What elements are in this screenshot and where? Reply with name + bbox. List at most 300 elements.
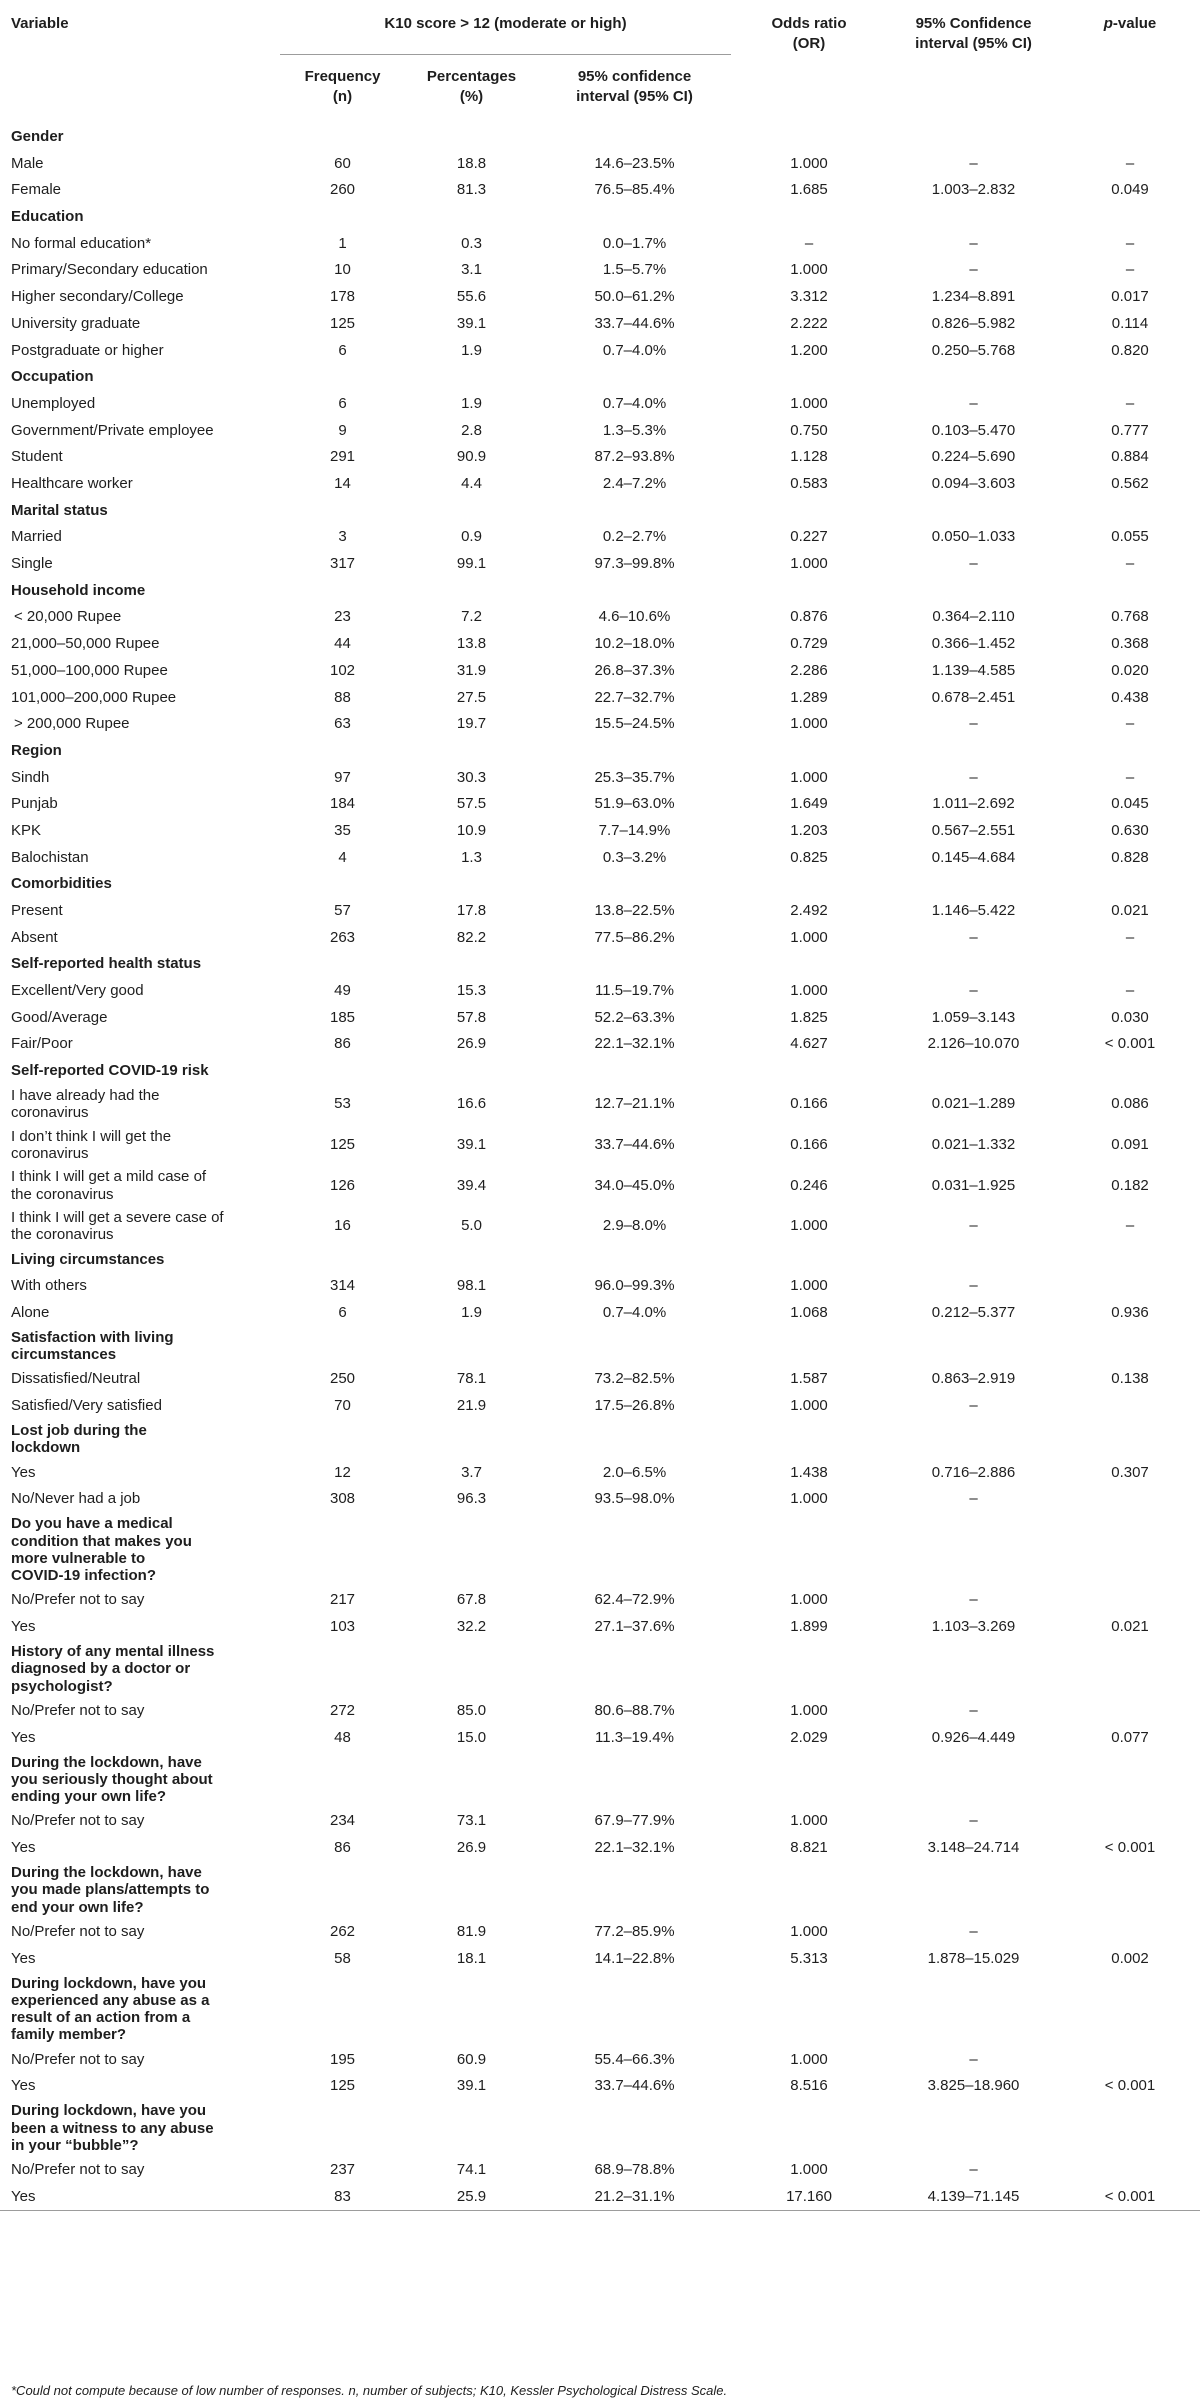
or-ci-cell: – xyxy=(969,1701,978,1719)
row-label: Yes xyxy=(11,1618,36,1636)
section-title: Lost job during the lockdown xyxy=(11,1422,147,1457)
odds-ratio-cell: 0.166 xyxy=(790,1095,828,1113)
frequency-cell: 83 xyxy=(280,2184,405,2211)
header-variable: Variable xyxy=(11,15,69,32)
percentage-cell: 78.1 xyxy=(456,1370,487,1388)
row-label: Satisfied/Very satisfied xyxy=(11,1397,162,1415)
header-group-ci: 95% confidence interval (95% CI) xyxy=(538,54,731,124)
group-ci-cell: 0.2–2.7% xyxy=(602,528,667,546)
group-ci-cell: 2.9–8.0% xyxy=(602,1217,667,1235)
or-ci-cell: – xyxy=(969,715,978,733)
row-label: No/Never had a job xyxy=(11,1490,141,1508)
p-value-cell: 0.030 xyxy=(1111,1008,1149,1026)
percentage-cell: 74.1 xyxy=(456,2161,487,2179)
frequency-cell: 9 xyxy=(338,421,347,439)
row-label: Higher secondary/College xyxy=(11,288,184,306)
table-row xyxy=(0,1835,1200,1862)
p-value-cell: 0.884 xyxy=(1111,448,1149,466)
percentage-cell: 82.2 xyxy=(456,928,487,946)
percentage-cell: 39.1 xyxy=(456,1136,487,1154)
frequency-cell: 126 xyxy=(329,1176,356,1194)
percentage-cell: 1.9 xyxy=(461,1304,482,1322)
percentage-cell: 25.9 xyxy=(405,2184,538,2211)
table-row xyxy=(0,711,1200,738)
frequency-cell: 308 xyxy=(329,1490,356,1508)
odds-ratio-cell: 0.876 xyxy=(790,608,828,626)
group-ci-cell: 22.1–32.1% xyxy=(594,1839,675,1857)
frequency-cell: 3 xyxy=(338,528,347,546)
or-ci-cell: – xyxy=(969,1397,978,1415)
group-ci-cell: 0.3–3.2% xyxy=(602,848,667,866)
group-ci-cell: 0.7–4.0% xyxy=(602,341,667,359)
section-header xyxy=(0,498,1200,524)
table-row xyxy=(0,978,1200,1005)
or-ci-cell: 0.031–1.925 xyxy=(931,1176,1016,1194)
percentage-cell: 10.9 xyxy=(456,822,487,840)
frequency-cell: 291 xyxy=(329,448,356,466)
p-value-cell: – xyxy=(1125,154,1135,172)
row-label: Student xyxy=(11,448,63,466)
section-header xyxy=(0,1247,1200,1273)
or-ci-cell: – xyxy=(969,394,978,412)
group-ci-cell: 77.5–86.2% xyxy=(594,928,675,946)
frequency-cell: 263 xyxy=(329,928,356,946)
odds-ratio-cell: 0.246 xyxy=(790,1176,828,1194)
table-row xyxy=(0,524,1200,551)
percentage-cell: 3.1 xyxy=(461,261,482,279)
p-value-cell xyxy=(1060,2157,1200,2184)
table-row xyxy=(0,764,1200,791)
percentage-cell: 7.2 xyxy=(461,608,482,626)
percentage-cell: 90.9 xyxy=(456,448,487,466)
p-value-cell: – xyxy=(1125,261,1135,279)
row-label: Postgraduate or higher xyxy=(11,341,164,359)
group-ci-cell: 76.5–85.4% xyxy=(594,181,675,199)
percentage-cell: 18.1 xyxy=(456,1949,487,1967)
odds-ratio-cell: 0.729 xyxy=(790,635,828,653)
row-label: I don’t think I will get the coronavirus xyxy=(11,1127,172,1163)
section-header xyxy=(0,1862,1200,1919)
or-ci-cell: – xyxy=(969,1490,978,1508)
frequency-cell: 88 xyxy=(334,688,351,706)
odds-ratio-cell: 1.649 xyxy=(790,795,828,813)
row-label: Balochistan xyxy=(11,848,89,866)
row-label: Yes xyxy=(11,2077,36,2095)
row-label: KPK xyxy=(11,822,42,840)
or-ci-cell: – xyxy=(969,1591,978,1609)
odds-ratio-cell: 1.000 xyxy=(790,1277,828,1295)
header-odds-ratio: Odds ratio (OR) xyxy=(771,15,847,52)
odds-ratio-cell: 1.587 xyxy=(790,1370,828,1388)
section-header xyxy=(0,1513,1200,1587)
table-row xyxy=(0,284,1200,311)
or-ci-cell: 0.050–1.033 xyxy=(931,528,1016,546)
percentage-cell: 15.3 xyxy=(456,981,487,999)
odds-ratio-cell: 1.000 xyxy=(790,154,828,172)
section-header xyxy=(0,1972,1200,2046)
row-label: Yes xyxy=(11,1949,36,1967)
odds-ratio-cell: 1.438 xyxy=(790,1463,828,1481)
or-ci-cell: – xyxy=(969,2161,978,2179)
table-row xyxy=(0,791,1200,818)
table-row xyxy=(0,657,1200,684)
odds-ratio-cell: 1.000 xyxy=(790,1922,828,1940)
percentage-cell: 17.8 xyxy=(456,902,487,919)
p-value-cell: < 0.001 xyxy=(1060,2184,1200,2211)
row-label: No/Prefer not to say xyxy=(11,1812,145,1830)
p-value-cell: 0.562 xyxy=(1111,475,1149,493)
or-ci-cell: 1.103–3.269 xyxy=(931,1618,1016,1636)
or-ci-cell: 0.224–5.690 xyxy=(931,448,1016,466)
frequency-cell: 314 xyxy=(329,1277,356,1295)
frequency-cell: 250 xyxy=(329,1370,356,1388)
frequency-cell: 70 xyxy=(334,1397,351,1415)
group-ci-cell: 0.7–4.0% xyxy=(602,394,667,412)
section-header xyxy=(0,1751,1200,1808)
p-value-cell: 0.768 xyxy=(1111,608,1149,626)
frequency-cell: 16 xyxy=(334,1217,351,1235)
percentage-cell: 57.5 xyxy=(456,795,487,813)
p-value-cell: 0.002 xyxy=(1111,1949,1149,1967)
p-value-cell: 0.020 xyxy=(1111,661,1149,679)
odds-ratio-cell: 2.286 xyxy=(790,661,828,679)
p-value-cell: < 0.001 xyxy=(1104,1839,1156,1857)
header-percentages: Percentages (%) xyxy=(405,54,538,124)
row-label: Good/Average xyxy=(11,1008,108,1026)
section-header xyxy=(0,1420,1200,1460)
group-ci-cell: 10.2–18.0% xyxy=(594,635,675,653)
table-row xyxy=(0,1125,1200,1166)
header-or-ci: 95% Confidence interval (95% CI) xyxy=(915,15,1032,52)
row-label: Single xyxy=(11,555,53,573)
table-row xyxy=(0,604,1200,631)
percentage-cell: 3.7 xyxy=(461,1463,482,1481)
row-label: No/Prefer not to say xyxy=(11,2050,145,2068)
table-row xyxy=(0,1587,1200,1614)
or-ci-cell: 0.716–2.886 xyxy=(931,1463,1016,1481)
p-value-cell: 0.045 xyxy=(1111,795,1149,813)
or-ci-cell: 0.212–5.377 xyxy=(931,1304,1016,1322)
odds-ratio-cell: 1.203 xyxy=(790,822,828,840)
odds-ratio-cell: 1.825 xyxy=(790,1008,828,1026)
row-label: Yes xyxy=(11,1728,36,1746)
frequency-cell: 103 xyxy=(329,1618,356,1636)
p-value-cell xyxy=(1060,1587,1200,1614)
row-label: Female xyxy=(11,181,62,199)
odds-ratio-cell: 1.685 xyxy=(790,181,828,199)
section-title: Self-reported COVID-19 risk xyxy=(11,1062,209,1080)
p-value-cell: < 0.001 xyxy=(1104,2077,1156,2095)
frequency-cell: 1 xyxy=(338,234,347,252)
frequency-cell: 317 xyxy=(329,555,356,573)
group-ci-cell: 12.7–21.1% xyxy=(594,1095,675,1113)
or-ci-cell: 0.926–4.449 xyxy=(931,1728,1016,1746)
frequency-cell: 260 xyxy=(329,181,356,199)
p-value-cell: 0.307 xyxy=(1111,1463,1149,1481)
percentage-cell: 19.7 xyxy=(456,715,487,733)
p-value-cell: – xyxy=(1125,768,1135,786)
odds-ratio-cell: 3.312 xyxy=(790,288,828,306)
section-header xyxy=(0,1058,1200,1084)
percentage-cell: 99.1 xyxy=(456,555,487,573)
table-row xyxy=(0,1393,1200,1420)
frequency-cell: 6 xyxy=(338,341,347,359)
odds-ratio-cell: 1.000 xyxy=(790,2161,828,2179)
table-row xyxy=(0,417,1200,444)
or-ci-cell: 1.139–4.585 xyxy=(931,661,1016,679)
section-title: Occupation xyxy=(11,368,94,386)
percentage-cell: 16.6 xyxy=(456,1095,487,1113)
row-label: Yes xyxy=(11,1839,36,1857)
row-label: Dissatisfied/Neutral xyxy=(11,1370,141,1388)
group-ci-cell: 7.7–14.9% xyxy=(598,822,671,840)
row-label: No/Prefer not to say xyxy=(11,1922,145,1940)
table-row xyxy=(0,551,1200,578)
frequency-cell: 185 xyxy=(329,1008,356,1026)
table-row xyxy=(0,230,1200,257)
table-row xyxy=(0,1945,1200,1972)
odds-ratio-cell: 0.825 xyxy=(790,848,828,866)
odds-ratio-cell: 1.000 xyxy=(790,928,828,946)
percentage-cell: 39.1 xyxy=(456,2077,487,2095)
row-label: Alone xyxy=(11,1304,50,1322)
group-ci-cell: 33.7–44.6% xyxy=(594,314,675,332)
or-ci-cell: 0.021–1.289 xyxy=(931,1095,1016,1113)
percentage-cell: 57.8 xyxy=(456,1008,487,1026)
group-ci-cell: 50.0–61.2% xyxy=(594,288,675,306)
p-value-cell: – xyxy=(1125,715,1135,733)
or-ci-cell: 0.366–1.452 xyxy=(931,635,1016,653)
frequency-cell: 97 xyxy=(334,768,351,786)
p-value-cell: – xyxy=(1125,555,1135,573)
or-ci-cell: 0.826–5.982 xyxy=(931,314,1016,332)
percentage-cell: 30.3 xyxy=(456,768,487,786)
percentage-cell: 81.3 xyxy=(456,181,487,199)
group-ci-cell: 51.9–63.0% xyxy=(594,795,675,813)
frequency-cell: 14 xyxy=(334,475,351,493)
percentage-cell: 15.0 xyxy=(456,1728,487,1746)
frequency-cell: 262 xyxy=(329,1922,356,1940)
group-ci-cell: 34.0–45.0% xyxy=(594,1176,675,1194)
group-ci-cell: 0.0–1.7% xyxy=(602,234,667,252)
frequency-cell: 57 xyxy=(334,902,351,919)
percentage-cell: 1.3 xyxy=(461,848,482,866)
p-value-cell: 0.077 xyxy=(1111,1728,1149,1746)
or-ci-cell: 1.234–8.891 xyxy=(931,288,1016,306)
row-label: No formal education* xyxy=(11,234,152,252)
odds-ratio-cell: 1.000 xyxy=(790,1217,828,1235)
frequency-cell: 237 xyxy=(329,2161,356,2179)
table-row xyxy=(0,1614,1200,1641)
or-ci-cell: 0.250–5.768 xyxy=(931,341,1016,359)
section-title: Region xyxy=(11,741,62,759)
group-ci-cell: 26.8–37.3% xyxy=(594,661,675,679)
frequency-cell: 60 xyxy=(334,154,351,172)
group-ci-cell: 13.8–22.5% xyxy=(594,902,675,919)
frequency-cell: 217 xyxy=(329,1591,356,1609)
table-row xyxy=(0,1808,1200,1835)
percentage-cell: 39.4 xyxy=(456,1176,487,1194)
odds-ratio-cell: 2.492 xyxy=(790,902,828,919)
group-ci-cell: 52.2–63.3% xyxy=(594,1008,675,1026)
p-value-cell xyxy=(1060,1918,1200,1945)
frequency-cell: 58 xyxy=(334,1949,351,1967)
group-ci-cell: 1.3–5.3% xyxy=(602,421,667,439)
odds-ratio-cell: 5.313 xyxy=(790,1949,828,1967)
group-ci-cell: 14.1–22.8% xyxy=(594,1949,675,1967)
section-header xyxy=(0,1641,1200,1698)
table-row xyxy=(0,150,1200,177)
p-value-cell xyxy=(1060,1698,1200,1725)
table-row xyxy=(0,390,1200,417)
row-label: University graduate xyxy=(11,314,141,332)
section-title: Self-reported health status xyxy=(11,955,202,973)
section-title: During the lockdown, have you made plans/attempts to end your own life? xyxy=(11,1864,210,1916)
percentage-cell: 2.8 xyxy=(461,421,482,439)
row-label: Married xyxy=(11,528,62,546)
table-row xyxy=(0,1698,1200,1725)
section-title: History of any mental illness diagnosed by a doctor or psychologist? xyxy=(11,1643,215,1695)
p-value-cell: 0.091 xyxy=(1111,1136,1149,1154)
row-label: No/Prefer not to say xyxy=(11,1701,145,1719)
percentage-cell: 0.9 xyxy=(461,528,482,546)
percentage-cell: 18.8 xyxy=(456,154,487,172)
table-row xyxy=(0,2157,1200,2184)
row-label: Fair/Poor xyxy=(11,1035,73,1053)
table-row xyxy=(0,337,1200,364)
table-row xyxy=(0,1459,1200,1486)
percentage-cell: 4.4 xyxy=(461,475,482,493)
section-title: Living circumstances xyxy=(11,1250,165,1268)
p-value-cell: 0.017 xyxy=(1111,288,1149,306)
frequency-cell: 49 xyxy=(334,981,351,999)
percentage-cell: 85.0 xyxy=(456,1701,487,1719)
p-value-cell xyxy=(1060,2046,1200,2073)
frequency-cell: 10 xyxy=(334,261,351,279)
p-value-cell: 0.086 xyxy=(1111,1095,1149,1113)
group-ci-cell: 22.1–32.1% xyxy=(594,1035,675,1053)
odds-ratio-cell: 2.222 xyxy=(790,314,828,332)
row-label: I think I will get a mild case of the coronavirus xyxy=(11,1168,207,1203)
odds-ratio-cell: 1.068 xyxy=(790,1304,828,1322)
table-row xyxy=(0,177,1200,204)
odds-ratio-cell: – xyxy=(804,234,814,252)
or-ci-cell: – xyxy=(969,261,978,279)
row-label: Punjab xyxy=(11,795,58,813)
or-ci-cell: – xyxy=(969,981,978,999)
section-header xyxy=(0,951,1200,977)
odds-ratio-cell: 1.000 xyxy=(790,1701,828,1719)
frequency-cell: 195 xyxy=(329,2050,356,2068)
group-ci-cell: 97.3–99.8% xyxy=(594,555,675,573)
or-ci-cell: – xyxy=(969,1217,978,1235)
percentage-cell: 21.9 xyxy=(456,1397,487,1415)
group-ci-cell: 77.2–85.9% xyxy=(594,1922,675,1940)
group-ci-cell: 14.6–23.5% xyxy=(594,154,675,172)
or-ci-cell: – xyxy=(969,928,978,946)
group-ci-cell: 11.3–19.4% xyxy=(595,1728,674,1746)
odds-ratio-cell: 1.000 xyxy=(790,1591,828,1609)
or-ci-cell: 2.126–10.070 xyxy=(927,1035,1020,1053)
or-ci-cell: – xyxy=(969,1277,978,1295)
table-footnote: *Could not compute because of low number of responses. n, number of subjects; K10, Kessler Psychological Distress Scale. xyxy=(11,2383,728,2398)
odds-ratio-cell: 1.000 xyxy=(790,555,828,573)
group-ci-cell: 15.5–24.5% xyxy=(594,715,675,733)
group-ci-cell: 22.7–32.7% xyxy=(594,688,675,706)
percentage-cell: 31.9 xyxy=(456,661,487,679)
odds-ratio-cell: 1.000 xyxy=(790,394,828,412)
percentage-cell: 0.3 xyxy=(461,234,482,252)
table-row xyxy=(0,1031,1200,1058)
row-label: I have already had the coronavirus xyxy=(11,1087,160,1122)
percentage-cell: 96.3 xyxy=(456,1490,487,1508)
section-header xyxy=(0,2100,1200,2157)
header-group: K10 score > 12 (moderate or high) xyxy=(384,15,627,32)
percentage-cell: 27.5 xyxy=(456,688,487,706)
or-ci-cell: – xyxy=(969,555,978,573)
or-ci-cell: 3.825–18.960 xyxy=(927,2077,1020,2095)
p-value-cell: 0.021 xyxy=(1111,902,1149,919)
row-label: Male xyxy=(11,154,44,172)
row-label: 21,000–50,000 Rupee xyxy=(11,635,160,653)
row-label: 51,000–100,000 Rupee xyxy=(11,661,168,679)
section-title: Education xyxy=(11,208,84,226)
or-ci-cell: 0.364–2.110 xyxy=(932,608,1015,626)
section-header xyxy=(0,124,1200,150)
table-row xyxy=(0,471,1200,498)
table-row xyxy=(0,845,1200,872)
group-ci-cell: 27.1–37.6% xyxy=(594,1618,675,1636)
p-value-cell: 0.138 xyxy=(1111,1370,1149,1388)
header-frequency: Frequency (n) xyxy=(280,54,405,124)
or-ci-cell: 1.011–2.692 xyxy=(932,795,1015,813)
percentage-cell: 67.8 xyxy=(456,1591,487,1609)
p-value-cell: 0.630 xyxy=(1111,822,1149,840)
frequency-cell: 184 xyxy=(329,795,356,813)
odds-ratio-cell: 4.627 xyxy=(790,1035,828,1053)
frequency-cell: 86 xyxy=(334,1035,351,1053)
row-label: 101,000–200,000 Rupee xyxy=(11,688,177,706)
frequency-cell: 63 xyxy=(334,715,351,733)
section-header xyxy=(0,738,1200,764)
frequency-cell: 178 xyxy=(329,288,356,306)
or-ci-cell: 1.059–3.143 xyxy=(931,1008,1016,1026)
table-row xyxy=(0,1004,1200,1031)
frequency-cell: 48 xyxy=(334,1728,351,1746)
odds-ratio-cell: 1.289 xyxy=(790,688,828,706)
section-title: During lockdown, have you experienced any abuse as a result of an action from a family member? xyxy=(11,1974,210,2044)
section-header xyxy=(0,1326,1200,1366)
frequency-cell: 12 xyxy=(334,1463,351,1481)
frequency-cell: 234 xyxy=(329,1812,356,1830)
group-ci-cell: 21.2–31.1% xyxy=(538,2184,731,2211)
frequency-cell: 125 xyxy=(329,1136,356,1154)
odds-ratio-cell: 17.160 xyxy=(731,2184,887,2211)
table-row xyxy=(0,444,1200,471)
table-row xyxy=(0,1366,1200,1393)
row-label: Yes xyxy=(11,1463,36,1481)
frequency-cell: 53 xyxy=(334,1095,351,1113)
row-label: Yes xyxy=(0,2184,280,2211)
odds-ratio-cell: 0.583 xyxy=(790,475,828,493)
section-header xyxy=(0,578,1200,604)
or-ci-cell: 1.878–15.029 xyxy=(927,1949,1020,1967)
group-ci-cell: 17.5–26.8% xyxy=(594,1397,675,1415)
odds-ratio-cell: 1.000 xyxy=(790,1490,828,1508)
frequency-cell: 125 xyxy=(329,314,356,332)
table-row xyxy=(0,1273,1200,1300)
or-ci-cell: – xyxy=(969,768,978,786)
